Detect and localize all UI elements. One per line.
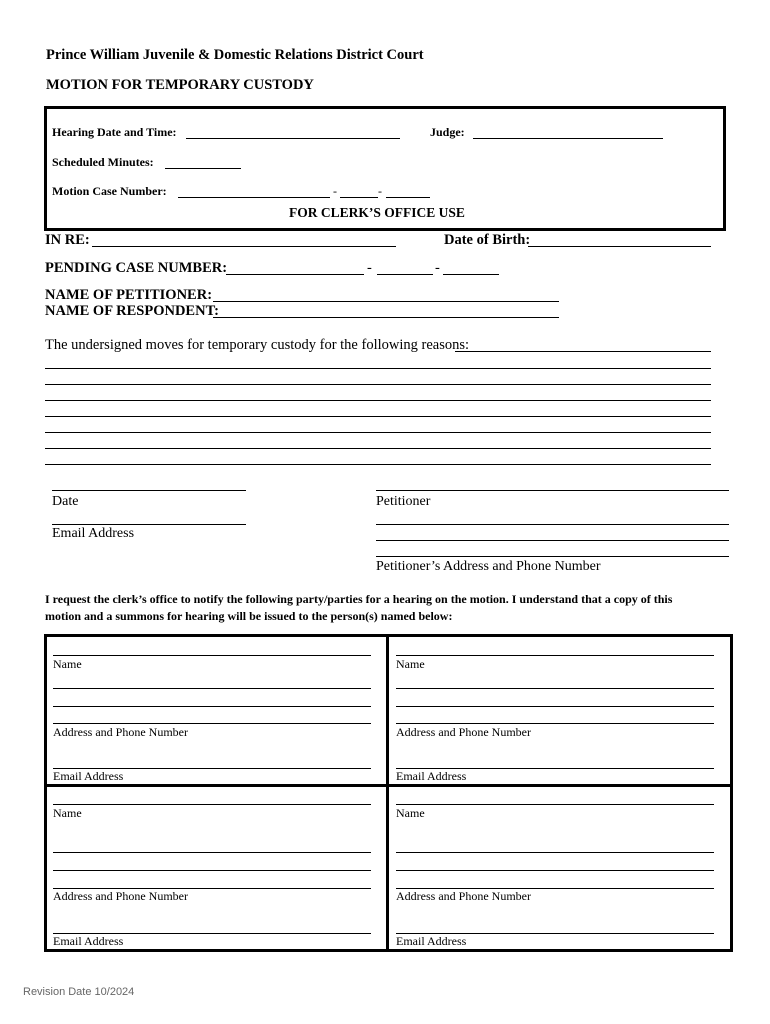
hearing-date-field[interactable] [186,138,400,139]
page-title: MOTION FOR TEMPORARY CUSTODY [46,77,314,93]
party-name-label: Name [53,657,82,671]
hearing-date-label: Hearing Date and Time: [52,125,177,139]
parties-row-divider [44,784,733,787]
respondent-name-field[interactable] [213,317,559,318]
case-separator: - [333,184,337,198]
petitioner-name-field[interactable] [213,301,559,302]
reasons-line[interactable] [45,432,711,433]
reasons-line[interactable] [45,400,711,401]
in-re-field[interactable] [92,246,396,247]
party-name-field[interactable] [53,655,371,656]
party-address-label: Address and Phone Number [53,725,188,739]
reasons-line[interactable] [45,464,711,465]
email-field[interactable] [52,524,246,525]
reasons-line[interactable] [45,384,711,385]
party-email-label: Email Address [53,934,124,948]
pending-case-number-part2[interactable] [377,274,433,275]
petitioner-name-label: NAME OF PETITIONER: [45,287,213,303]
case-separator: - [378,184,382,198]
reasons-line[interactable] [45,368,711,369]
party-address-line[interactable] [53,706,371,707]
reasons-line[interactable] [455,351,711,352]
date-field[interactable] [52,490,246,491]
party-name-field[interactable] [396,655,714,656]
party-address-line[interactable] [396,723,714,724]
revision-date: Revision Date 10/2024 [23,986,135,998]
reasons-line[interactable] [45,448,711,449]
petitioner-address-line[interactable] [376,540,729,541]
scheduled-minutes-field[interactable] [165,168,241,169]
party-address-label: Address and Phone Number [396,725,531,739]
email-label: Email Address [52,526,135,541]
party-address-line[interactable] [53,852,371,853]
reasons-line[interactable] [45,416,711,417]
pending-case-number-part3[interactable] [443,274,499,275]
party-address-label: Address and Phone Number [53,889,188,903]
case-separator: - [435,260,440,276]
petitioner-signature-field[interactable] [376,490,729,491]
petitioner-label: Petitioner [376,494,431,509]
parties-column-divider [386,634,389,952]
court-name: Prince William Juvenile & Domestic Relations District Court [46,47,424,63]
motion-case-number-label: Motion Case Number: [52,184,167,198]
party-address-line[interactable] [396,852,714,853]
party-address-line[interactable] [396,706,714,707]
motion-case-number-part2[interactable] [340,197,378,198]
date-of-birth-label: Date of Birth: [444,232,531,248]
case-separator: - [367,260,372,276]
party-email-label: Email Address [396,934,467,948]
party-name-label: Name [53,806,82,820]
party-address-line[interactable] [53,688,371,689]
party-name-label: Name [396,657,425,671]
party-address-line[interactable] [396,688,714,689]
respondent-name-label: NAME OF RESPONDENT: [45,303,219,319]
notice-text-line-1: I request the clerk’s office to notify the following party/parties for a hearing on the motion. I understand that a copy of this [45,592,673,606]
judge-field[interactable] [473,138,663,139]
clerk-use-label: FOR CLERK’S OFFICE USE [289,205,465,220]
petitioner-address-line[interactable] [376,524,729,525]
party-name-label: Name [396,806,425,820]
motion-case-number-part3[interactable] [386,197,430,198]
party-email-label: Email Address [53,769,124,783]
judge-label: Judge: [430,125,465,139]
scheduled-minutes-label: Scheduled Minutes: [52,155,154,169]
party-address-line[interactable] [53,870,371,871]
petitioner-address-label: Petitioner’s Address and Phone Number [376,559,601,574]
in-re-label: IN RE: [45,232,90,248]
party-address-label: Address and Phone Number [396,889,531,903]
petitioner-address-line[interactable] [376,556,729,557]
party-name-field[interactable] [396,804,714,805]
date-label: Date [52,494,79,509]
reasons-lead-text: The undersigned moves for temporary custody for the following reasons: [45,337,470,353]
motion-case-number-part1[interactable] [178,197,330,198]
party-address-line[interactable] [53,723,371,724]
date-of-birth-field[interactable] [528,246,711,247]
pending-case-number-label: PENDING CASE NUMBER: [45,260,228,276]
party-email-label: Email Address [396,769,467,783]
notice-text-line-2: motion and a summons for hearing will be issued to the person(s) named below: [45,609,453,623]
pending-case-number-part1[interactable] [226,274,364,275]
party-name-field[interactable] [53,804,371,805]
party-address-line[interactable] [396,870,714,871]
